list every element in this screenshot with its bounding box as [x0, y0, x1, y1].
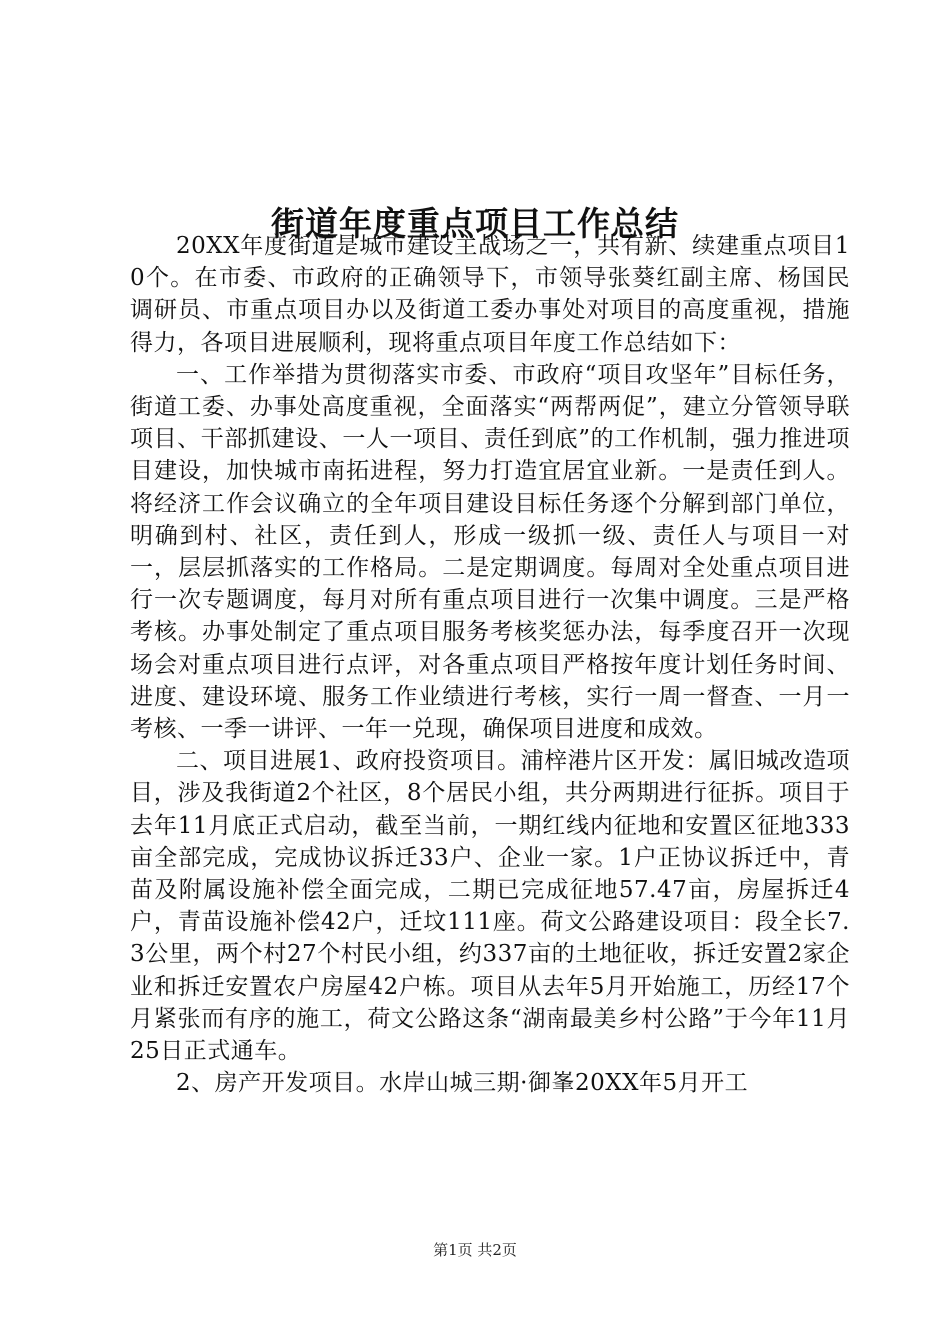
page-number-footer: 第1页 共2页	[433, 1241, 517, 1259]
document-title: 街道年度重点项目工作总结	[271, 204, 679, 244]
project-progress-paragraph: 二、项目进展1、政府投资项目。浦梓港片区开发：属旧城改造项目，涉及我街道2个社区，8个居民小组，共分两期进行征拆。项目于去年11月底正式启动，截至当前，一期红线内征地和安置区征地333亩全部完成，完成协议拆迁33户、企业一家。1户正协议拆迁中，青苗及附属设施补偿全面完成，二期已完成征地57.47亩，房屋拆迁4户，青苗设施补偿42户，迁坟111座。荷文公路建设项目：段全长7.3公里，两个村27个村民小组，约337亩的土地征收，拆迁安置2家企业和拆迁安置农户房屋42户栋。项目从去年5月开始施工，历经17个月紧张而有序的施工，荷文公路这条“湖南最美乡村公路”于今年11月25日正式通车。	[130, 748, 850, 1065]
intro-paragraph: 20XX年度街道是城市建设主战场之一，共有新、续建重点项目10个。在市委、市政府的正确领导下，市领导张葵红副主席、杨国民调研员、市重点项目办以及街道工委办事处对项目的高度重视，措施得力，各项目进展顺利，现将重点项目年度工作总结如下：	[130, 233, 850, 356]
real-estate-paragraph: 2、房产开发项目。水岸山城三期·御峯20XX年5月开工	[176, 1070, 749, 1097]
work-measures-paragraph: 一、工作举措为贯彻落实市委、市政府“项目攻坚年”目标任务，街道工委、办事处高度重视，全面落实“两帮两促”，建立分管领导联项目、干部抓建设、一人一项目、责任到底”的工作机制，强力推进项目建设，加快城市南拓进程，努力打造宜居宜业新。一是责任到人。将经济工作会议确立的全年项目建设目标任务逐个分解到部门单位，明确到村、社区，责任到人，形成一级抓一级、责任人与项目一对一，层层抓落实的工作格局。二是定期调度。每周对全处重点项目进行一次专题调度，每月对所有重点项目进行一次集中调度。三是严格考核。办事处制定了重点项目服务考核奖惩办法，每季度召开一次现场会对重点项目进行点评，对各重点项目严格按年度计划任务时间、进度、建设环境、服务工作业绩进行考核，实行一周一督查、一月一考核、一季一讲评、一年一兑现，确保项目进度和成效。	[130, 361, 850, 743]
document-body	[130, 230, 850, 1099]
